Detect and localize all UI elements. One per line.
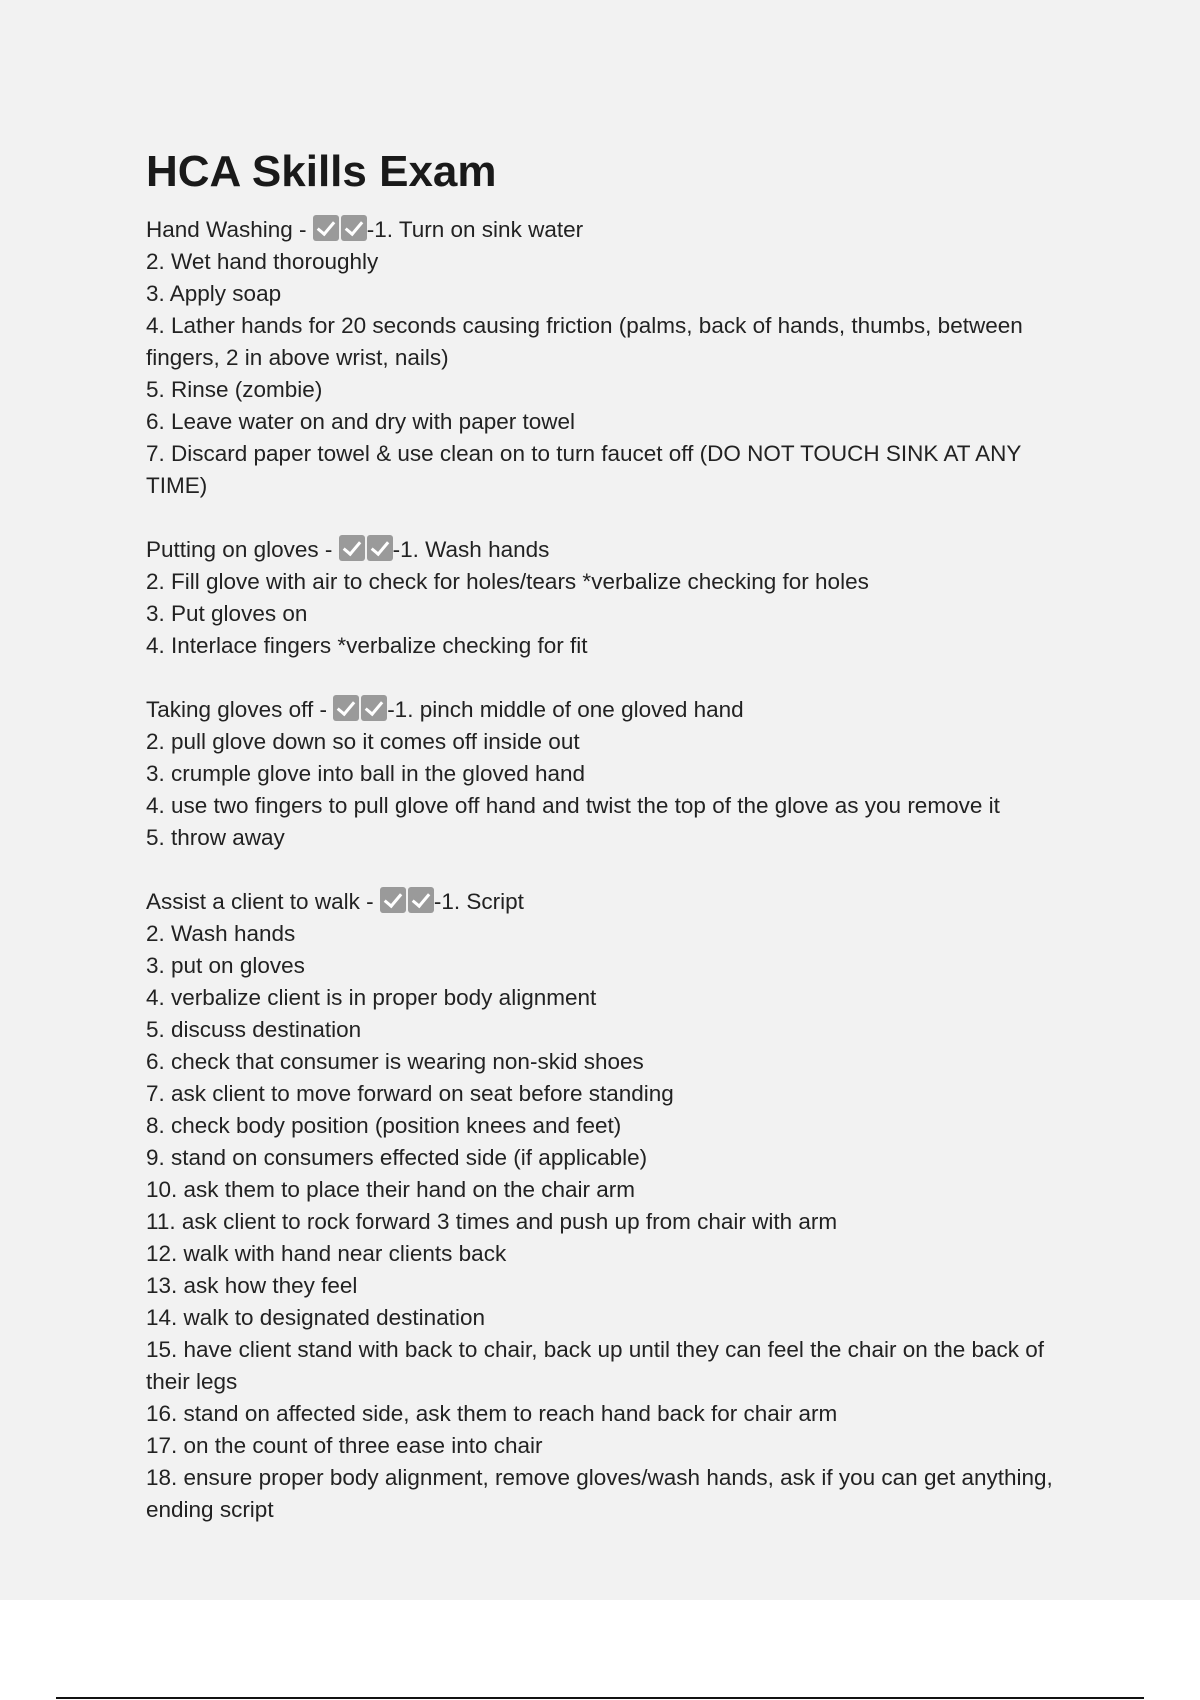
check-box-icon [313,215,339,241]
step-line: 15. have client stand with back to chair, back up until they can feel the chair on the back of their legs [146,1337,1045,1394]
check-box-icon [408,887,434,913]
step-line: 4. verbalize client is in proper body alignment [146,985,597,1010]
step-line: 14. walk to designated destination [146,1305,485,1330]
step-line: 2. Fill glove with air to check for holes/tears *verbalize checking for holes [146,569,869,594]
check-icons [333,695,387,721]
step-line: 5. discuss destination [146,1017,362,1042]
document-title: HCA Skills Exam [146,147,497,196]
check-icons [313,215,367,241]
step-line: 6. Leave water on and dry with paper towel [146,409,576,434]
step-line: 10. ask them to place their hand on the chair arm [146,1177,636,1202]
check-icons [339,535,393,561]
footer-divider [56,1697,1144,1699]
section-heading: Assist a client to walk - [146,889,380,914]
step-line: 3. Apply soap [146,281,282,306]
check-box-icon [361,695,387,721]
sections-container [146,214,1066,1526]
step-line: 8. check body position (position knees and feet) [146,1113,622,1138]
step-line: 4. use two fingers to pull glove off hand and twist the top of the glove as you remove it [146,793,1000,818]
check-box-icon [367,535,393,561]
step-line: 11. ask client to rock forward 3 times and push up from chair with arm [146,1209,838,1234]
step-line: 6. check that consumer is wearing non-skid shoes [146,1049,644,1074]
section-heading-line [146,214,1066,246]
document-content [146,140,1066,1558]
check-box-icon [380,887,406,913]
step-text: -1. pinch middle of one gloved hand [387,697,744,722]
section-heading: Putting on gloves - [146,537,339,562]
step-line: 3. put on gloves [146,953,305,978]
step-line: 2. pull glove down so it comes off inside out [146,729,580,754]
step-line: 2. Wet hand thoroughly [146,249,379,274]
step-line: 5. throw away [146,825,285,850]
step-text: -1. Turn on sink water [366,217,584,242]
step-line: 4. Interlace fingers *verbalize checking for fit [146,633,588,658]
skill-section [146,214,1066,502]
step-line: 7. ask client to move forward on seat before standing [146,1081,674,1106]
step-line: 7. Discard paper towel & use clean on to turn faucet off (DO NOT TOUCH SINK AT ANY TIME) [146,441,1021,498]
step-line: 4. Lather hands for 20 seconds causing friction (palms, back of hands, thumbs, between fingers, 2 in above wrist, nails) [146,313,1023,370]
step-line: 18. ensure proper body alignment, remove gloves/wash hands, ask if you can get anything, ending script [146,1465,1053,1522]
step-line: 16. stand on affected side, ask them to reach hand back for chair arm [146,1401,838,1426]
check-icons [380,887,434,913]
check-box-icon [341,215,367,241]
skill-section [146,534,1066,662]
step-line: 3. crumple glove into ball in the gloved hand [146,761,586,786]
step-line: 2. Wash hands [146,921,296,946]
check-box-icon [333,695,359,721]
step-line: 17. on the count of three ease into chair [146,1433,543,1458]
section-heading: Taking gloves off - [146,697,334,722]
step-text: -1. Wash hands [392,537,550,562]
skill-section [146,694,1066,854]
section-heading-line [146,886,1066,918]
section-heading: Hand Washing - [146,217,313,242]
step-text: -1. Script [433,889,524,914]
step-line: 12. walk with hand near clients back [146,1241,507,1266]
step-line: 5. Rinse (zombie) [146,377,323,402]
step-line: 3. Put gloves on [146,601,308,626]
section-heading-line [146,694,1066,726]
step-line: 9. stand on consumers effected side (if applicable) [146,1145,648,1170]
check-box-icon [339,535,365,561]
skill-section [146,886,1066,1526]
step-line: 13. ask how they feel [146,1273,358,1298]
section-heading-line [146,534,1066,566]
